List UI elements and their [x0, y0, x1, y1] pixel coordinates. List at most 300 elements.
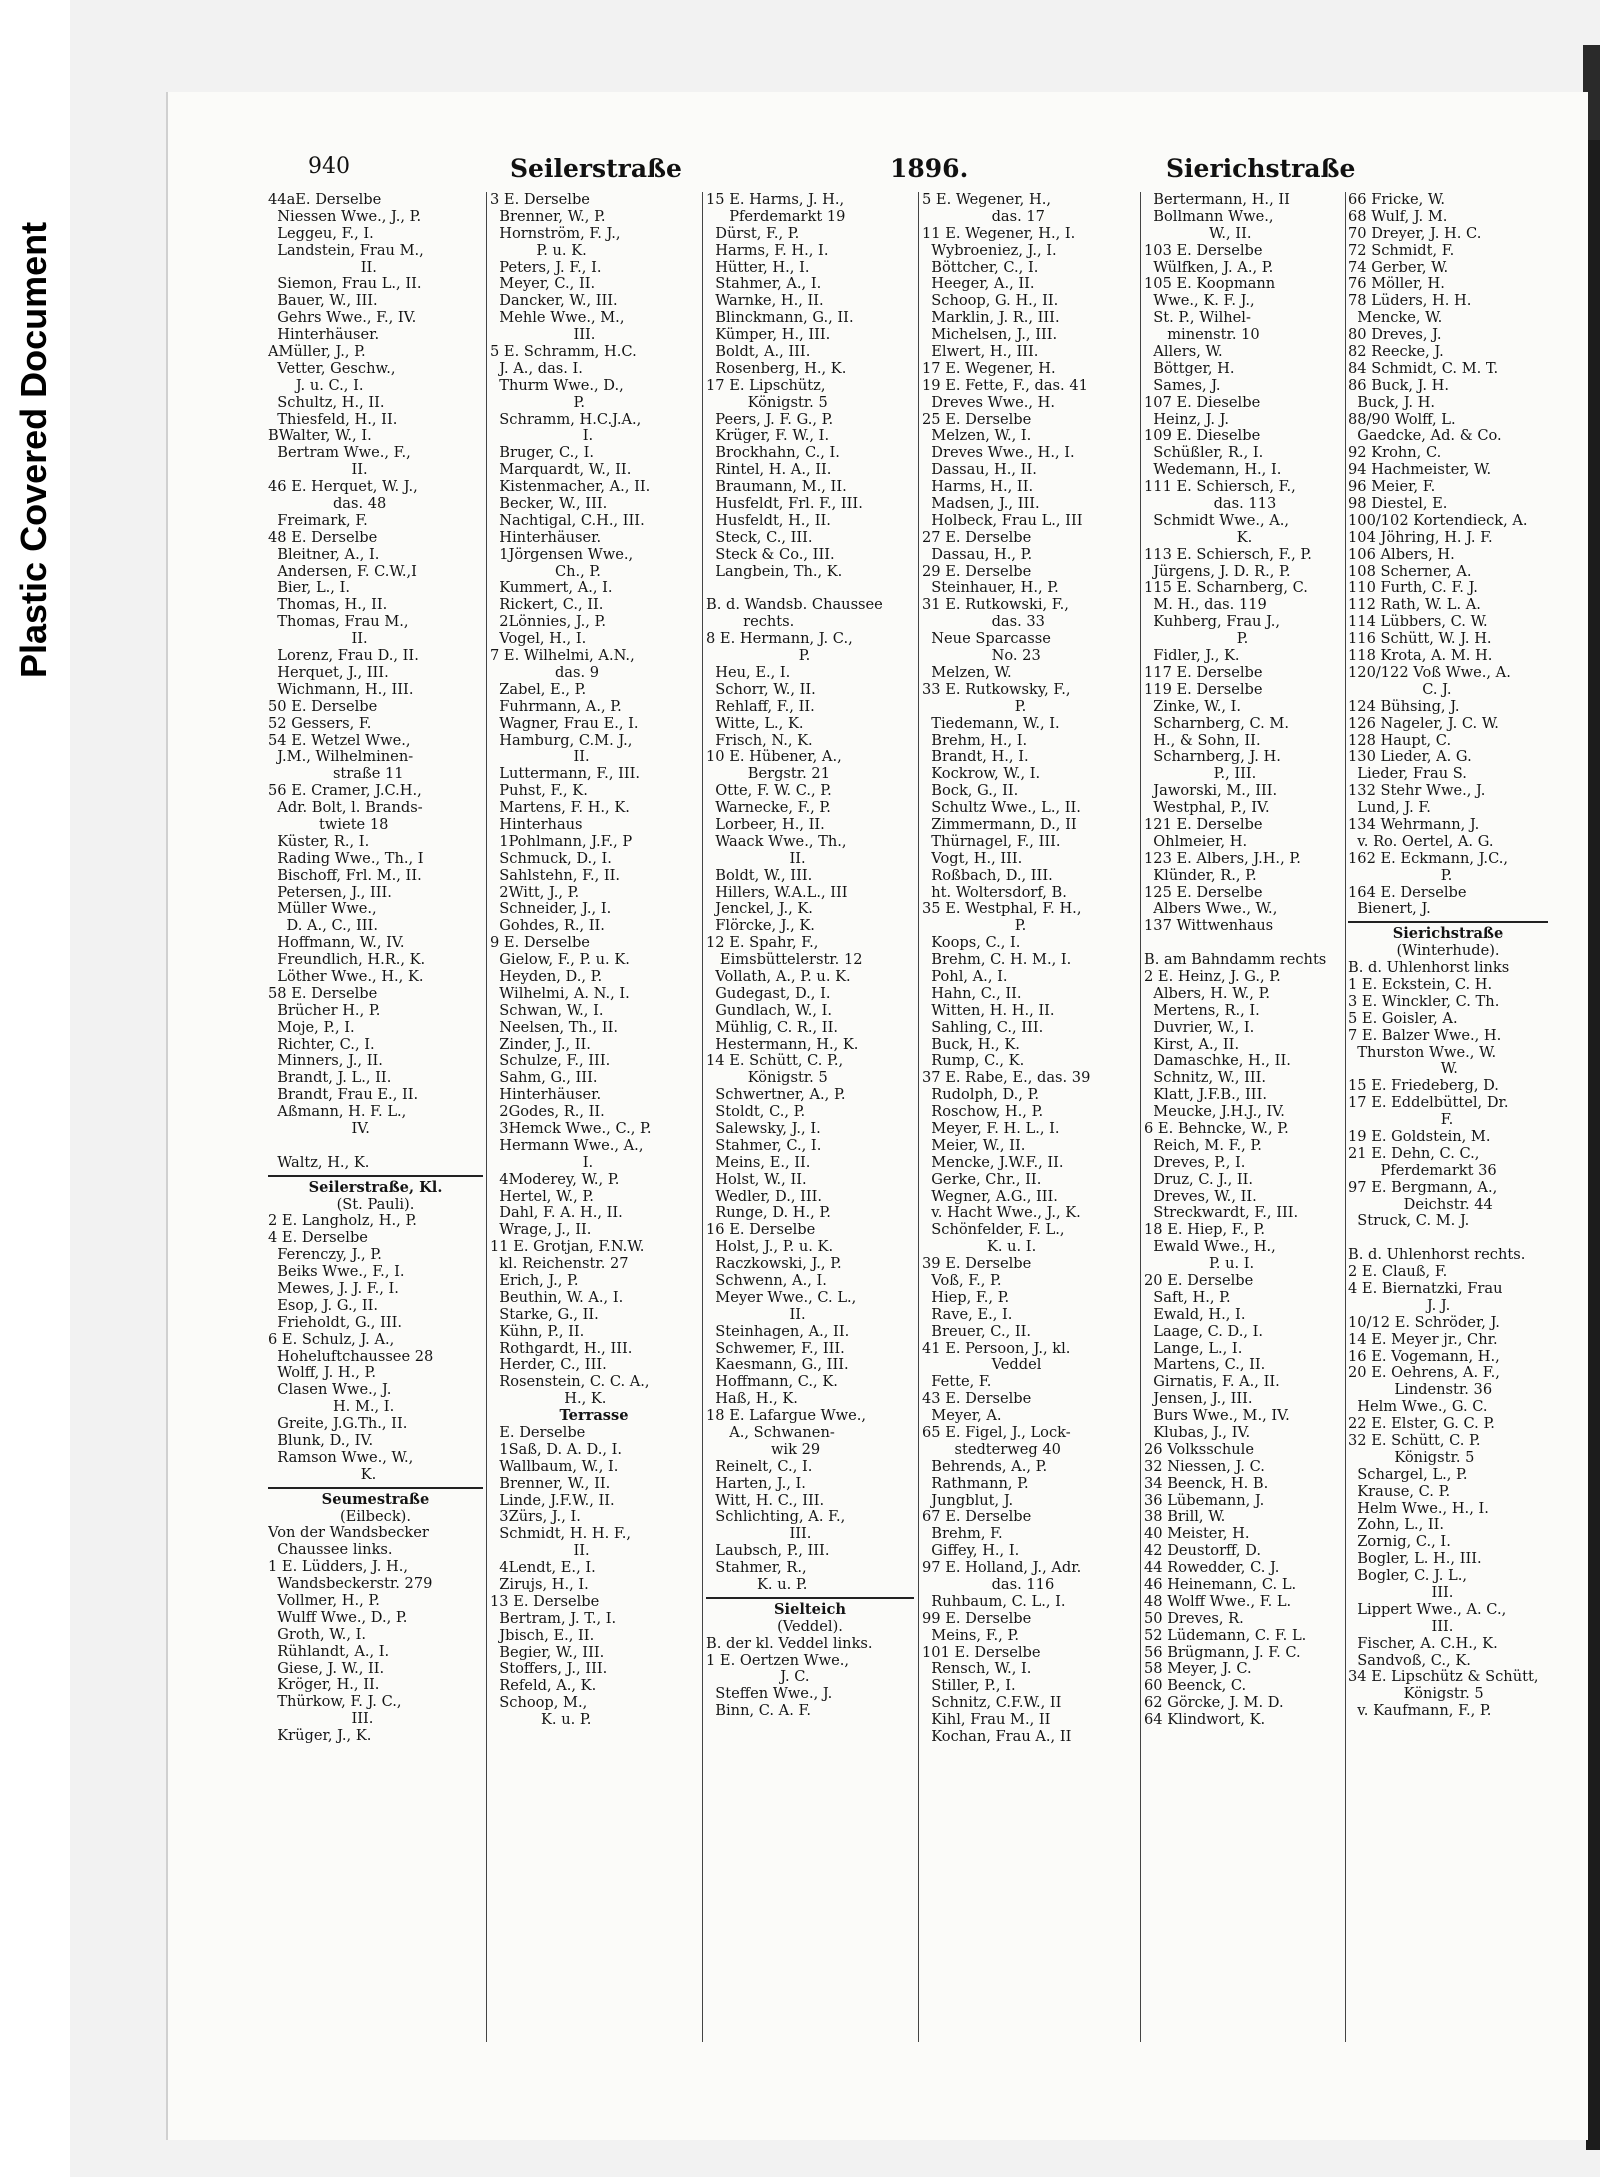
directory-entry: Luttermann, F., III.	[490, 766, 641, 783]
directory-entry: Meins, F., P.	[922, 1627, 1019, 1644]
directory-entry: Jürgens, J. D. R., P.	[1144, 563, 1291, 580]
directory-entry: 4 E. Biernatzki, Frau	[1348, 1281, 1503, 1297]
directory-entry: C. J.	[1348, 681, 1452, 698]
directory-entry: Starke, G., II.	[490, 1306, 599, 1323]
directory-entry: 132 Stehr Wwe., J.	[1348, 783, 1486, 800]
section-rule	[1348, 921, 1548, 923]
directory-entry: 32 Niessen, J. C.	[1144, 1458, 1265, 1475]
directory-entry: Runge, D. H., P.	[706, 1205, 831, 1222]
street-heading: Sielteich	[774, 1601, 846, 1618]
directory-entry: 114 Lübbers, C. W.	[1348, 614, 1488, 631]
directory-entry: Michelsen, J., III.	[922, 327, 1058, 344]
directory-entry: Schnitz, C.F.W., II	[922, 1695, 1062, 1712]
directory-entry: Zimmermann, D., II	[922, 816, 1077, 833]
directory-entry: Dreves Wwe., H., I.	[922, 445, 1075, 462]
directory-entry: Rickert, C., II.	[490, 597, 604, 614]
directory-entry: das. 113	[1144, 496, 1277, 513]
directory-entry: Hestermann, H., K.	[706, 1036, 859, 1053]
directory-entry: B. der kl. Veddel links.	[706, 1635, 873, 1652]
directory-entry: 2Lönnies, J., P.	[490, 614, 607, 631]
directory-entry: Wolff, J. H., P.	[268, 1365, 377, 1382]
directory-entry	[706, 580, 914, 597]
directory-entry: Peters, J. F., I.	[490, 259, 602, 276]
directory-entry: P.	[490, 394, 586, 411]
directory-entry: J.M., Wilhelminen-	[268, 749, 414, 766]
directory-entry: Dahl, F. A. H., II.	[490, 1205, 623, 1222]
directory-entry: Schwemer, F., III.	[706, 1340, 845, 1357]
directory-entry: Schultz Wwe., L., II.	[922, 800, 1081, 817]
directory-entry: Husfeldt, Frl. F., III.	[706, 496, 863, 513]
directory-entry: 1 E. Oertzen Wwe.,	[706, 1652, 850, 1669]
directory-entry: Minners, J., II.	[268, 1053, 383, 1070]
directory-entry: Begier, W., III.	[490, 1644, 605, 1661]
directory-entry: 119 E. Derselbe	[1144, 681, 1263, 698]
directory-entry: Hahn, C., II.	[922, 985, 1022, 1002]
directory-entry: 123 E. Albers, J.H., P.	[1144, 850, 1301, 867]
directory-entry: Warnke, H., II.	[706, 293, 824, 310]
directory-entry: Salewsky, J., I.	[706, 1120, 821, 1137]
directory-entry: Laage, C. D., I.	[1144, 1323, 1264, 1340]
directory-entry: 162 E. Eckmann, J.C.,	[1348, 850, 1508, 867]
directory-entry: 65 E. Figel, J., Lock-	[922, 1425, 1071, 1442]
directory-entry: Elwert, H., III.	[922, 344, 1039, 361]
directory-entry: I.	[490, 428, 594, 445]
directory-entry: Küster, R., I.	[268, 833, 370, 850]
directory-entry: Helm Wwe., H., I.	[1348, 1500, 1489, 1517]
directory-entry: Gundlach, W., I.	[706, 1002, 833, 1019]
directory-entry: Erich, J., P.	[490, 1273, 579, 1289]
directory-entry: 44aE. Derselbe	[268, 192, 382, 208]
directory-entry: Stahmer, A., I.	[706, 276, 822, 293]
directory-entry: No. 23	[922, 648, 1041, 665]
directory-entry: Hoheluftchaussee 28	[268, 1348, 434, 1365]
directory-entry: 12 E. Spahr, F.,	[706, 935, 819, 952]
directory-entry: Bier, L., I.	[268, 580, 350, 597]
directory-entry: 11 E. Grotjan, F.N.W.	[490, 1239, 645, 1256]
directory-entry: Hoffmann, W., IV.	[268, 935, 405, 952]
directory-entry: Brücher H., P.	[268, 1002, 381, 1019]
side-label-text: Plastic Covered Document	[13, 221, 54, 678]
street-subheading: (St. Pauli).	[336, 1196, 415, 1213]
directory-entry: I.	[490, 1154, 594, 1171]
directory-entry	[1144, 935, 1346, 952]
street-subheading: (Eilbeck).	[339, 1508, 411, 1525]
directory-entry: Bertram, J. T., I.	[490, 1610, 617, 1627]
directory-entry: Madsen, J., III.	[922, 496, 1040, 513]
directory-entry: Husfeldt, H., II.	[706, 512, 831, 529]
directory-entry: II.	[268, 462, 368, 479]
directory-entry: Meyer, F. H. L., I.	[922, 1120, 1060, 1137]
section-rule	[268, 1175, 483, 1177]
directory-entry: 39 E. Derselbe	[922, 1256, 1032, 1273]
directory-entry: Langbein, Th., K.	[706, 563, 843, 580]
directory-entry: Ch., P.	[490, 563, 601, 580]
directory-entry: Frieholdt, G., III.	[268, 1314, 403, 1331]
directory-entry: Albers Wwe., W.,	[1144, 901, 1278, 918]
directory-entry: Kaesmann, G., III.	[706, 1357, 849, 1374]
directory-entry: 99 E. Derselbe	[922, 1610, 1032, 1627]
directory-entry: Beiks Wwe., F., I.	[268, 1264, 405, 1281]
directory-entry	[1348, 1230, 1548, 1247]
directory-entry: 94 Hachmeister, W.	[1348, 462, 1492, 479]
directory-entry: Breuer, C., II.	[922, 1323, 1032, 1340]
directory-entry: Steffen Wwe., J.	[706, 1686, 833, 1703]
directory-entry: 1 E. Lüdders, J. H.,	[268, 1559, 409, 1576]
column-6	[1348, 192, 1548, 1720]
directory-entry: 19 E. Fette, F., das. 41	[922, 377, 1088, 394]
directory-entry: 2 E. Langholz, H., P.	[268, 1213, 417, 1230]
directory-entry: Petersen, J., III.	[268, 884, 392, 901]
directory-entry: E. Derselbe	[490, 1425, 586, 1442]
directory-entry: wik 29	[706, 1441, 821, 1458]
directory-entry: Stiller, P., I.	[922, 1678, 1016, 1695]
directory-entry: Groth, W., I.	[268, 1626, 367, 1643]
directory-entry: Bleitner, A., I.	[268, 546, 380, 563]
column-2	[490, 192, 698, 1729]
directory-entry: Rühlandt, A., I.	[268, 1643, 390, 1660]
directory-entry: Refeld, A., K.	[490, 1678, 597, 1695]
directory-entry: Bertram Wwe., F.,	[268, 445, 411, 462]
directory-entry: 17 E. Eddelbüttel, Dr.	[1348, 1095, 1509, 1112]
directory-entry: P.	[1144, 631, 1249, 648]
directory-entry: Richter, C., I.	[268, 1036, 375, 1053]
column-1	[268, 192, 483, 1745]
directory-entry: Wrage, J., II.	[490, 1222, 592, 1239]
directory-entry: Heu, E., I.	[706, 664, 791, 681]
directory-entry: Zirujs, H., I.	[490, 1577, 589, 1594]
directory-entry: Andersen, F. C.W.,I	[268, 563, 417, 580]
directory-entry: Mühlig, C. R., II.	[706, 1019, 838, 1036]
sidebar	[0, 0, 70, 2177]
directory-entry: Bischoff, Frl. M., II.	[268, 867, 422, 884]
directory-entry: 6 E. Behncke, W., P.	[1144, 1120, 1289, 1137]
directory-entry: B. am Bahndamm rechts	[1144, 952, 1327, 969]
directory-entry: Thürnagel, F., III.	[922, 833, 1061, 850]
directory-entry: 116 Schütt, W. J. H.	[1348, 631, 1492, 648]
directory-entry: Chaussee links.	[268, 1542, 393, 1559]
directory-entry: Rintel, H. A., II.	[706, 462, 832, 479]
side-label-svg	[2, 168, 64, 688]
directory-entry: Jensen, J., III.	[1144, 1391, 1253, 1408]
directory-entry: Krause, C. P.	[1348, 1483, 1451, 1500]
directory-entry: 42 Deustorff, D.	[1144, 1543, 1262, 1560]
directory-entry: Rave, E., I.	[922, 1306, 1013, 1323]
directory-entry: 37 E. Rabe, E., das. 39	[922, 1070, 1091, 1087]
column-3	[706, 192, 914, 1720]
directory-entry: 115 E. Scharnberg, C.	[1144, 580, 1308, 597]
directory-entry: 92 Krohn, C.	[1348, 445, 1442, 462]
directory-entry: Wilhelmi, A. N., I.	[490, 985, 630, 1002]
directory-entry: Haß, H., K.	[706, 1391, 798, 1408]
directory-entry: H., K.	[490, 1391, 607, 1408]
directory-entry: Schorr, W., II.	[706, 681, 816, 698]
directory-entry: J. A., das. I.	[490, 360, 583, 377]
directory-entry: Raczkowski, J., P.	[706, 1256, 842, 1273]
directory-entry: D. A., C., III.	[268, 918, 378, 935]
directory-entry: 5 E. Schramm, H.C.	[490, 344, 637, 361]
directory-entry: 2 E. Heinz, J. G., P.	[1144, 968, 1281, 985]
directory-entry: Meyer Wwe., C. L.,	[706, 1289, 857, 1306]
directory-entry: das. 48	[268, 496, 387, 513]
directory-entry: das. 17	[922, 208, 1045, 225]
directory-entry: Streckwardt, F., III.	[1144, 1205, 1299, 1222]
directory-entry: 97 E. Bergmann, A.,	[1348, 1179, 1498, 1196]
directory-entry: Druz, C. J., II.	[1144, 1171, 1254, 1188]
directory-entry: Schwenn, A., I.	[706, 1273, 827, 1289]
directory-entry: 41 E. Persoon, J., kl.	[922, 1340, 1071, 1357]
directory-entry: Blunk, D., IV.	[268, 1433, 374, 1450]
directory-entry: 128 Haupt, C.	[1348, 732, 1452, 749]
directory-entry: 1 E. Eckstein, C. H.	[1348, 976, 1493, 993]
directory-entry: Linde, J.F.W., II.	[490, 1492, 615, 1509]
directory-entry: Schlichting, A. F.,	[706, 1509, 846, 1526]
directory-entry: Rothgardt, H., III.	[490, 1340, 633, 1357]
directory-entry: AMüller, J., P.	[268, 344, 366, 361]
directory-entry: Mehle Wwe., M.,	[490, 310, 625, 327]
directory-entry: Struck, C. M. J.	[1348, 1213, 1470, 1230]
directory-entry: Meier, W., II.	[922, 1137, 1026, 1154]
directory-entry: BWalter, W., I.	[268, 428, 372, 445]
directory-entry: 7 E. Balzer Wwe., H.	[1348, 1027, 1502, 1044]
directory-entry: III.	[706, 1526, 812, 1543]
directory-entry: Schneider, J., I.	[490, 901, 612, 918]
side-label	[2, 168, 64, 688]
directory-entry: 56 E. Cramer, J.C.H.,	[268, 783, 422, 800]
directory-entry: Wandsbeckerstr. 279	[268, 1576, 433, 1593]
directory-columns	[168, 192, 1588, 2112]
directory-entry: Schmidt Wwe., A.,	[1144, 512, 1290, 529]
directory-entry: Voß, F., P.	[922, 1273, 1002, 1289]
directory-entry: 7 E. Wilhelmi, A.N.,	[490, 648, 635, 665]
directory-entry: Zinder, J., II.	[490, 1036, 591, 1053]
directory-entry: Brehm, F.	[922, 1526, 1003, 1543]
directory-entry: Allers, W.	[1144, 344, 1223, 361]
directory-entry: 3Zürs, J., I.	[490, 1509, 581, 1526]
directory-entry: Reinelt, C., I.	[706, 1458, 813, 1475]
directory-entry: 50 E. Derselbe	[268, 698, 378, 715]
directory-entry: Rehlaff, F., II.	[706, 698, 815, 715]
directory-entry: W., II.	[1144, 225, 1252, 242]
directory-entry: Pferdemarkt 19	[706, 208, 846, 225]
directory-entry: Braumann, M., II.	[706, 479, 847, 496]
directory-entry: F.	[1348, 1112, 1454, 1129]
directory-entry: Vollmer, H., P.	[268, 1593, 380, 1610]
directory-entry: Jaworski, M., III.	[1144, 783, 1278, 800]
directory-entry: Bienert, J.	[1348, 901, 1431, 918]
directory-entry: Lippert Wwe., A. C.,	[1348, 1601, 1507, 1618]
directory-entry: Pferdemarkt 36	[1348, 1162, 1497, 1179]
directory-entry: das. 116	[922, 1577, 1055, 1594]
directory-entry: 58 E. Derselbe	[268, 985, 378, 1002]
column-5	[1144, 192, 1346, 1729]
directory-entry: Kochan, Frau A., II	[922, 1729, 1072, 1746]
directory-entry: Mertens, R., I.	[1144, 1002, 1260, 1019]
directory-entry: Westphal, P., IV.	[1144, 800, 1270, 817]
directory-entry: Brenner, W., II.	[490, 1475, 611, 1492]
directory-entry: Thürkow, F. J. C.,	[268, 1694, 402, 1711]
directory-entry: Steck & Co., III.	[706, 546, 835, 563]
directory-entry: 126 Nageler, J. C. W.	[1348, 715, 1499, 732]
directory-entry: Thurm Wwe., D.,	[490, 377, 624, 394]
directory-entry: Kuhberg, Frau J.,	[1144, 614, 1281, 631]
directory-entry: 44 Rowedder, C. J.	[1144, 1560, 1280, 1577]
directory-entry: Waltz, H., K.	[268, 1154, 370, 1171]
directory-entry: 36 Lübemann, J.	[1144, 1492, 1265, 1509]
directory-entry: Rathmann, P.	[922, 1475, 1029, 1492]
directory-entry: Duvrier, W., I.	[1144, 1019, 1255, 1036]
directory-entry: Koops, C., I.	[922, 935, 1021, 952]
directory-entry: Boldt, A., III.	[706, 344, 811, 361]
directory-entry: Rensch, W., I.	[922, 1661, 1032, 1678]
directory-entry: Harms, F. H., I.	[706, 242, 829, 259]
directory-entry: Ramson Wwe., W.,	[268, 1449, 414, 1466]
directory-entry: Witten, H. H., II.	[922, 1002, 1055, 1019]
directory-entry: 13 E. Derselbe	[490, 1593, 600, 1610]
directory-entry: Zinke, W., I.	[1144, 698, 1242, 715]
directory-entry: II.	[268, 259, 377, 276]
directory-entry: Brockhahn, C., I.	[706, 445, 840, 462]
directory-entry: Deichstr. 44	[1348, 1196, 1493, 1213]
directory-entry: Flörcke, J., K.	[706, 918, 815, 935]
directory-entry: Bauer, W., III.	[268, 293, 378, 310]
directory-entry: 9 E. Derselbe	[490, 935, 590, 952]
directory-entry: 54 E. Wetzel Wwe.,	[268, 732, 411, 749]
directory-entry: Lange, L., I.	[1144, 1340, 1243, 1357]
directory-entry: Schnitz, W., III.	[1144, 1070, 1267, 1087]
directory-entry: Bergstr. 21	[706, 766, 831, 783]
directory-entry: 64 Klindwort, K.	[1144, 1712, 1266, 1729]
directory-entry: Kummert, A., I.	[490, 580, 613, 597]
directory-entry: 60 Beenck, C.	[1144, 1678, 1247, 1695]
directory-entry: 18 E. Hiep, F., P.	[1144, 1222, 1266, 1239]
directory-entry: 4Moderey, W., P.	[490, 1171, 620, 1188]
directory-entry: Brehm, H., I.	[922, 732, 1028, 749]
directory-entry: Puhst, F., K.	[490, 783, 588, 800]
directory-entry: 46 Heinemann, C. L.	[1144, 1577, 1297, 1594]
directory-entry: 68 Wulf, J. M.	[1348, 208, 1448, 225]
directory-entry: Herder, C., III.	[490, 1357, 607, 1374]
directory-entry: Witte, L., K.	[706, 715, 804, 732]
directory-entry: Kühn, P., II.	[490, 1323, 585, 1340]
directory-entry: Jungblut, J.	[922, 1492, 1014, 1509]
directory-entry: Vetter, Geschw.,	[268, 360, 396, 377]
directory-entry: Brandt, J. L., II.	[268, 1070, 392, 1087]
directory-entry: Meins, E., II.	[706, 1154, 811, 1171]
directory-entry: P.	[1348, 867, 1453, 884]
directory-entry: Veddel	[922, 1357, 1042, 1374]
directory-entry: 78 Lüders, H. H.	[1348, 293, 1472, 310]
directory-entry: Steinhauer, H., P.	[922, 580, 1059, 597]
directory-entry: Melzen, W.	[922, 664, 1012, 681]
directory-entry: Binn, C. A. F.	[706, 1703, 811, 1720]
directory-entry: 112 Rath, W. L. A.	[1348, 597, 1481, 614]
directory-entry: 3 E. Derselbe	[490, 192, 590, 208]
directory-entry: 14 E. Meyer jr., Chr.	[1348, 1331, 1498, 1348]
directory-entry: Eimsbüttelerstr. 12	[706, 952, 863, 969]
directory-entry: Wwe., K. F. J.,	[1144, 293, 1255, 310]
directory-entry: Lorbeer, H., II.	[706, 816, 825, 833]
section-rule	[268, 1487, 483, 1489]
directory-entry: Fidler, J., K.	[1144, 648, 1240, 665]
directory-entry: 26 Volksschule	[1144, 1441, 1254, 1458]
directory-entry: 33 E. Rutkowsky, F.,	[922, 681, 1071, 698]
directory-entry: Becker, W., III.	[490, 496, 608, 513]
directory-entry: 104 Jöhring, H. J. F.	[1348, 529, 1493, 546]
directory-entry: Jbisch, E., II.	[490, 1627, 595, 1644]
directory-entry: 46 E. Herquet, W. J.,	[268, 479, 418, 496]
directory-entry: H., & Sohn, II.	[1144, 732, 1261, 749]
directory-entry: Scharnberg, C. M.	[1144, 715, 1290, 732]
directory-entry: Herquet, J., III.	[268, 664, 389, 681]
directory-entry: 17 E. Wegener, H.	[922, 360, 1056, 377]
directory-entry: Lindenstr. 36	[1348, 1382, 1493, 1399]
directory-entry: III.	[268, 1711, 374, 1728]
directory-entry: 1Jörgensen Wwe.,	[490, 546, 634, 563]
directory-entry: Ewald, H., I.	[1144, 1306, 1246, 1323]
directory-entry: Freimark, F.	[268, 512, 368, 529]
directory-entry: II.	[268, 631, 368, 648]
header-left-title: Seilerstraße	[510, 154, 682, 183]
directory-entry: III.	[490, 327, 596, 344]
directory-entry: Wülfken, J. A., P.	[1144, 259, 1274, 276]
directory-entry: 4Lendt, E., I.	[490, 1560, 596, 1577]
directory-entry: Schwertner, A., P.	[706, 1087, 846, 1104]
directory-entry: Krüger, J., K.	[268, 1728, 372, 1745]
directory-entry: Kirst, A., II.	[1144, 1036, 1240, 1053]
directory-entry: Steinhagen, A., II.	[706, 1323, 850, 1340]
directory-entry: Tiedemann, W., I.	[922, 715, 1060, 732]
directory-entry: Waack Wwe., Th.,	[706, 833, 847, 850]
directory-entry: Reich, M. F., P.	[1144, 1137, 1262, 1154]
directory-entry: Sahlstehn, F., II.	[490, 867, 621, 884]
directory-entry: 106 Albers, H.	[1348, 546, 1455, 563]
directory-entry: Hertel, W., P.	[490, 1188, 594, 1205]
directory-entry: straße 11	[268, 766, 404, 783]
directory-entry: B. d. Uhlenhorst rechts.	[1348, 1247, 1526, 1264]
directory-entry: Ewald Wwe., H.,	[1144, 1239, 1276, 1256]
directory-entry: Schmidt, H. H. F.,	[490, 1526, 631, 1543]
directory-entry: III.	[1348, 1618, 1454, 1635]
directory-entry: v. Ro. Oertel, A. G.	[1348, 833, 1494, 850]
directory-entry: Königstr. 5	[706, 1070, 828, 1087]
directory-entry: Fischer, A. C.H., K.	[1348, 1635, 1498, 1652]
directory-entry: 43 E. Derselbe	[922, 1391, 1032, 1408]
directory-entry: Gohdes, R., II.	[490, 918, 605, 935]
directory-entry: Clasen Wwe., J.	[268, 1382, 392, 1399]
directory-entry: B. d. Uhlenhorst links	[1348, 960, 1510, 977]
directory-entry: 66 Fricke, W.	[1348, 192, 1445, 208]
directory-entry: Schwan, W., I.	[490, 1002, 604, 1019]
directory-entry	[268, 1138, 483, 1155]
directory-entry: Lieder, Frau S.	[1348, 766, 1467, 783]
directory-entry: Dürst, F., P.	[706, 225, 800, 242]
directory-entry: Harten, J., I.	[706, 1475, 806, 1492]
directory-entry: 3 E. Winckler, C. Th.	[1348, 993, 1500, 1010]
directory-entry: 100/102 Kortendieck, A.	[1348, 512, 1528, 529]
directory-entry: 10/12 E. Schröder, J.	[1348, 1314, 1500, 1331]
directory-entry: 124 Bühsing, J.	[1348, 698, 1460, 715]
directory-entry: 11 E. Wegener, H., I.	[922, 225, 1076, 242]
directory-entry: 5 E. Wegener, H.,	[922, 192, 1051, 208]
directory-entry: Schultz, H., II.	[268, 394, 385, 411]
directory-entry: J. u. C., I.	[268, 377, 364, 394]
directory-entry: 72 Schmidt, F.	[1348, 242, 1455, 259]
directory-entry: 107 E. Dieselbe	[1144, 394, 1261, 411]
directory-entry: Otte, F. W. C., P.	[706, 783, 832, 800]
directory-entry: Thiesfeld, H., II.	[268, 411, 398, 428]
directory-entry: Siemon, Frau L., II.	[268, 276, 422, 293]
directory-entry: Schulze, F., III.	[490, 1053, 611, 1070]
